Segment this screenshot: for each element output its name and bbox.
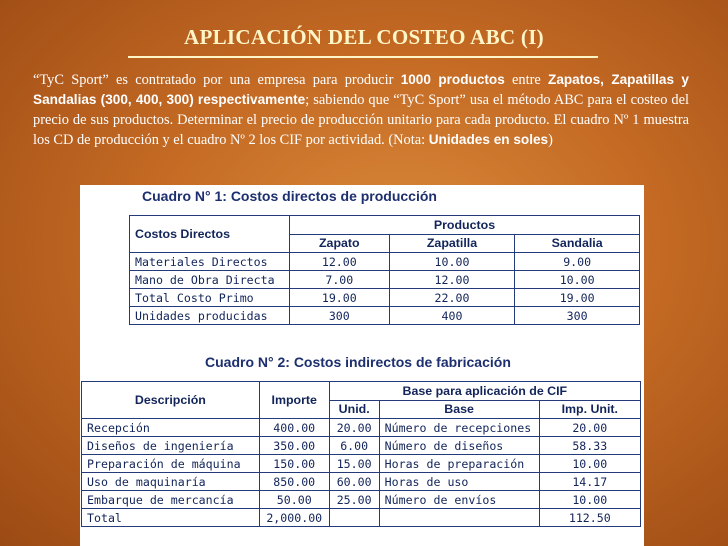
cell-value: 12.00 <box>389 271 515 289</box>
row-base: Número de envíos <box>379 491 539 509</box>
product-header: Sandalia <box>515 234 640 253</box>
cell-value: 9.00 <box>515 253 640 271</box>
row-desc: Recepción <box>82 419 260 437</box>
row-base: Número de recepciones <box>379 419 539 437</box>
row-imp-unit: 14.17 <box>539 473 640 491</box>
product-header: Zapatilla <box>389 234 515 253</box>
row-importe: 400.00 <box>259 419 329 437</box>
row-unid: 25.00 <box>329 491 379 509</box>
intro-bold-3: Unidades en soles <box>428 132 549 147</box>
row-label: Mano de Obra Directa <box>130 271 290 289</box>
table-row <box>130 271 640 289</box>
row-desc: Preparación de máquina <box>82 455 260 473</box>
table-row <box>130 253 640 271</box>
intro-bold-2: Zapatos, Zapatillas y Sandalias (300, 400, 300) respectivamente <box>33 72 689 107</box>
row-base: Horas de uso <box>379 473 539 491</box>
empty-cell <box>379 509 539 527</box>
title-underline <box>128 56 598 58</box>
product-header: Zapato <box>289 234 389 253</box>
intro-text-4: ) <box>548 132 553 148</box>
row-imp-unit: 10.00 <box>539 455 640 473</box>
table1-title: Cuadro N° 1: Costos directos de producción <box>142 188 437 204</box>
row-unid: 20.00 <box>329 419 379 437</box>
total-label: Total <box>82 509 260 527</box>
table-row <box>82 473 641 491</box>
row-label: Total Costo Primo <box>130 289 290 307</box>
direct-costs-table <box>129 215 640 325</box>
table-row <box>82 437 641 455</box>
table-row <box>82 491 641 509</box>
row-imp-unit: 58.33 <box>539 437 640 455</box>
table2-col-importe: Importe <box>259 382 329 419</box>
row-unid: 15.00 <box>329 455 379 473</box>
cell-value: 10.00 <box>515 271 640 289</box>
table2-col-imp-unit: Imp. Unit. <box>539 400 640 419</box>
row-label: Unidades producidas <box>130 307 290 325</box>
total-imp-unit: 112.50 <box>539 509 640 527</box>
intro-text-1: “TyC Sport” es contratado por una empresa para producir <box>33 72 401 88</box>
row-desc: Embarque de mercancía <box>82 491 260 509</box>
row-importe: 350.00 <box>259 437 329 455</box>
cell-value: 19.00 <box>289 289 389 307</box>
cell-value: 300 <box>515 307 640 325</box>
row-unid: 60.00 <box>329 473 379 491</box>
row-imp-unit: 20.00 <box>539 419 640 437</box>
cell-value: 22.00 <box>389 289 515 307</box>
cell-value: 300 <box>289 307 389 325</box>
slide-title: APLICACIÓN DEL COSTEO ABC (I) <box>184 25 544 49</box>
table-row <box>82 455 641 473</box>
table2-group-label: Base para aplicación de CIF <box>329 382 640 401</box>
table1-col-label: Costos Directos <box>130 216 290 253</box>
row-importe: 150.00 <box>259 455 329 473</box>
table-row <box>130 307 640 325</box>
row-unid: 6.00 <box>329 437 379 455</box>
row-desc: Diseños de ingeniería <box>82 437 260 455</box>
table2-col-desc: Descripción <box>82 382 260 419</box>
row-imp-unit: 10.00 <box>539 491 640 509</box>
intro-bold-1: 1000 productos <box>400 72 505 87</box>
intro-paragraph <box>33 70 689 150</box>
table1-group-label: Productos <box>289 216 639 235</box>
cell-value: 19.00 <box>515 289 640 307</box>
cell-value: 400 <box>389 307 515 325</box>
row-label: Materiales Directos <box>130 253 290 271</box>
row-desc: Uso de maquinaría <box>82 473 260 491</box>
cell-value: 10.00 <box>389 253 515 271</box>
empty-cell <box>329 509 379 527</box>
table-row <box>82 419 641 437</box>
intro-text-2: entre <box>504 72 549 88</box>
table-row <box>130 289 640 307</box>
intro-text-3: ; sabiendo que “TyC Sport” usa el método ABC para el costeo del precio de sus productos. Determinar el precio de producción unitario para cada producto. El cuadro Nº 1 muestra los CD de producción y el cuadro Nº 2 los CIF por actividad. (Nota: <box>33 92 689 148</box>
total-row <box>82 509 641 527</box>
table2-col-base: Base <box>379 400 539 419</box>
row-importe: 50.00 <box>259 491 329 509</box>
cell-value: 7.00 <box>289 271 389 289</box>
row-base: Horas de preparación <box>379 455 539 473</box>
indirect-costs-table <box>81 381 641 527</box>
table2-col-unid: Unid. <box>329 400 379 419</box>
row-importe: 850.00 <box>259 473 329 491</box>
row-base: Número de diseños <box>379 437 539 455</box>
total-importe: 2,000.00 <box>259 509 329 527</box>
table2-title: Cuadro N° 2: Costos indirectos de fabricación <box>205 354 511 370</box>
cell-value: 12.00 <box>289 253 389 271</box>
